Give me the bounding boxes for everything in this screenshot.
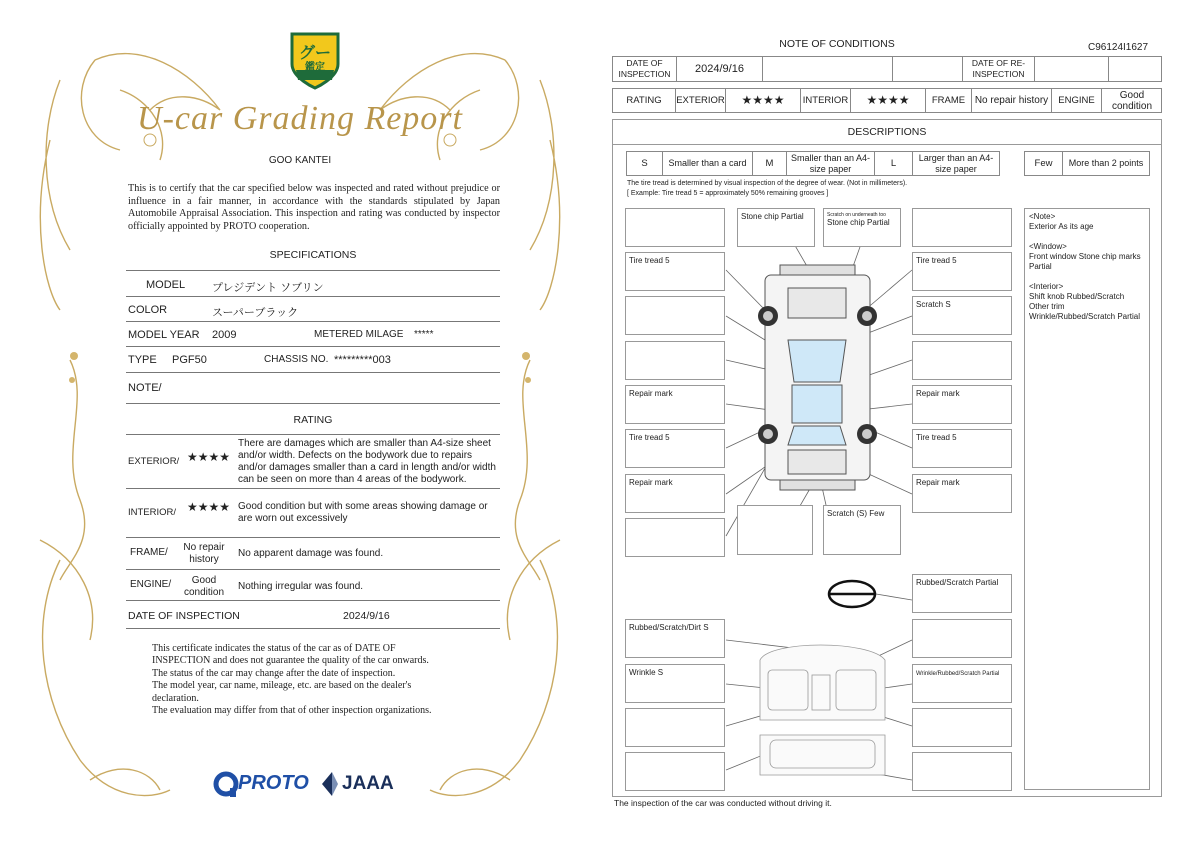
type-value: PGF50 bbox=[172, 354, 207, 366]
tire-note-2: [ Example: Tire tread 5 = approximately 50% remaining grooves ] bbox=[627, 190, 829, 197]
divider bbox=[126, 372, 500, 373]
damage-box bbox=[912, 208, 1012, 247]
model-year-value: 2009 bbox=[212, 329, 237, 341]
disclaimer-line: The status of the car may change after the date of inspection. bbox=[152, 667, 396, 679]
certification-intro: This is to certify that the car specified below was inspected and rated without prejudice or influence in a fair manner, in accordance with the standards stipulated by Japan Automobile Appraisal Association. This inspection and rating was conducted by inspector officially appointed by PROTO cooperation. bbox=[128, 183, 500, 232]
divider bbox=[126, 569, 500, 570]
damage-box bbox=[625, 208, 725, 247]
tire-note-1: The tire tread is determined by visual inspection of the degree of wear. (Not in millimeters). bbox=[627, 180, 908, 187]
legend-m-desc: Smaller than an A4-size paper bbox=[787, 152, 875, 175]
legend-s-desc: Smaller than a card bbox=[663, 152, 753, 175]
badge-sub: 鑑定 bbox=[305, 62, 325, 73]
mileage-label: METERED MILAGE bbox=[314, 329, 404, 340]
frame-description: No apparent damage was found. bbox=[238, 548, 384, 559]
specifications-heading: SPECIFICATIONS bbox=[269, 249, 357, 261]
type-label: TYPE bbox=[128, 354, 157, 366]
legend-l: L bbox=[875, 152, 913, 175]
damage-box-tire-rr bbox=[912, 429, 1012, 468]
damage-text: Rubbed/Scratch Partial bbox=[916, 578, 999, 587]
damage-text: Repair mark bbox=[916, 478, 960, 487]
report-subtitle: GOO KANTEI bbox=[268, 155, 332, 166]
interior-heading: <Interior> bbox=[1029, 282, 1064, 291]
chassis-label: CHASSIS NO. bbox=[264, 354, 329, 365]
disclaimer bbox=[152, 643, 482, 717]
damage-text: Scratch S bbox=[916, 300, 951, 309]
damage-box bbox=[625, 708, 725, 747]
doi-value: 2024/9/16 bbox=[343, 610, 390, 622]
damage-box bbox=[625, 341, 725, 380]
disclaimer-line: This certificate indicates the status of the car as of DATE OF bbox=[152, 643, 396, 654]
doi-label: DATE OF INSPECTION bbox=[613, 57, 677, 81]
damage-text: Wrinkle S bbox=[629, 668, 664, 677]
damage-box-scratch-s bbox=[912, 296, 1012, 335]
window-heading: <Window> bbox=[1029, 242, 1067, 251]
damage-box bbox=[912, 752, 1012, 791]
goo-kantei-badge bbox=[288, 30, 342, 90]
damage-text: Repair mark bbox=[629, 389, 673, 398]
legend-s: S bbox=[627, 152, 663, 175]
interior-value: Wrinkle/Rubbed/Scratch Partial bbox=[1029, 312, 1141, 321]
damage-text: Scratch (S) Few bbox=[827, 509, 885, 518]
proto-logo-icon bbox=[212, 770, 240, 798]
damage-text: Stone chip Partial bbox=[741, 212, 804, 221]
damage-box bbox=[625, 518, 725, 557]
model-value: プレジデント ソブリン bbox=[212, 282, 324, 294]
engine-value: Good condition bbox=[1111, 89, 1153, 112]
divider bbox=[126, 600, 500, 601]
engine-label: ENGINE bbox=[1052, 89, 1102, 112]
damage-text: Tire tread 5 bbox=[916, 256, 957, 265]
damage-box-rubbed-dirt bbox=[625, 619, 725, 658]
divider bbox=[126, 403, 500, 404]
damage-text: Tire tread 5 bbox=[629, 256, 670, 265]
color-value: スーパーブラック bbox=[212, 307, 299, 319]
damage-text: Repair mark bbox=[916, 389, 960, 398]
rating-heading: RATING bbox=[293, 414, 333, 426]
damage-box bbox=[737, 505, 813, 555]
damage-text: Rubbed/Scratch/Dirt S bbox=[629, 623, 709, 632]
doi-label: DATE OF INSPECTION bbox=[128, 610, 240, 622]
damage-box-tire-fr bbox=[912, 252, 1012, 291]
notes-panel bbox=[1024, 208, 1150, 790]
damage-box-underneath bbox=[823, 208, 901, 247]
damage-box-wrinkle-rubbed bbox=[912, 664, 1012, 703]
damage-box-repair-r1 bbox=[912, 385, 1012, 424]
exterior-description: There are damages which are smaller than A4-size sheet and/or width. Defects on the bodywork due to repairs and/or damages smaller than a card in length and/or width can be seen on more than 4 areas of the bodywork. bbox=[238, 438, 496, 485]
damage-box bbox=[912, 341, 1012, 380]
divider bbox=[126, 296, 500, 297]
legend-l-desc: Larger than an A4-size paper bbox=[918, 152, 994, 174]
legend-few: Few bbox=[1025, 152, 1063, 175]
damage-box bbox=[625, 296, 725, 335]
divider bbox=[126, 346, 500, 347]
badge-text: グー bbox=[298, 45, 331, 62]
frame-label: FRAME/ bbox=[130, 547, 168, 558]
divider bbox=[126, 628, 500, 629]
document-id: C96124I1627 bbox=[1088, 42, 1149, 53]
damage-box-stone-chip bbox=[737, 208, 815, 247]
divider bbox=[126, 270, 500, 271]
jaaa-logo-text: JAAA bbox=[342, 773, 394, 794]
frame-label: FRAME bbox=[926, 89, 972, 112]
legend-few-desc: More than 2 points bbox=[1068, 158, 1144, 168]
disclaimer-line: declaration. bbox=[152, 692, 199, 704]
damage-text: Stone chip Partial bbox=[827, 218, 890, 227]
exterior-stars: ★★★★ bbox=[187, 450, 231, 464]
proto-logo-text: PROTO bbox=[238, 772, 309, 794]
damage-text: Wrinkle/Rubbed/Scratch Partial bbox=[916, 671, 1000, 677]
damage-text: Tire tread 5 bbox=[916, 433, 957, 442]
damage-box-repair-r2 bbox=[912, 474, 1012, 513]
disclaimer-line: INSPECTION and does not guarantee the quality of the car onwards. bbox=[152, 655, 429, 667]
note-value: Exterior As its age bbox=[1029, 222, 1094, 231]
report-title: U-car Grading Report bbox=[137, 100, 463, 137]
model-label: MODEL bbox=[146, 279, 186, 291]
engine-label: ENGINE/ bbox=[130, 579, 172, 590]
chassis-value: *********003 bbox=[334, 354, 391, 366]
interior-label: INTERIOR/ bbox=[128, 507, 177, 518]
damage-box-wrinkle-s bbox=[625, 664, 725, 703]
damage-subtext: Scratch on underneath too bbox=[827, 212, 886, 218]
color-label: COLOR bbox=[128, 304, 168, 316]
mileage-value: ***** bbox=[414, 329, 434, 340]
damage-box bbox=[625, 752, 725, 791]
note-of-conditions bbox=[600, 0, 1200, 848]
damage-box bbox=[912, 619, 1012, 658]
engine-description: Nothing irregular was found. bbox=[238, 581, 364, 592]
damage-box-repair-l1 bbox=[625, 385, 725, 424]
damage-box bbox=[912, 708, 1012, 747]
interior-value: Other trim bbox=[1029, 302, 1065, 311]
divider bbox=[126, 488, 500, 489]
disclaimer-line: The evaluation may differ from that of other inspection organizations. bbox=[152, 705, 432, 717]
reinspection-label: DATE OF RE-INSPECTION bbox=[963, 57, 1035, 81]
legend-m: M bbox=[753, 152, 787, 175]
exterior-stars: ★★★★ bbox=[726, 89, 801, 112]
frame-value: No repair history bbox=[972, 89, 1052, 112]
interior-description: Good condition but with some areas showing damage or are worn out excessively bbox=[238, 501, 488, 524]
note-heading: <Note> bbox=[1029, 212, 1056, 221]
divider bbox=[126, 537, 500, 538]
note-label: NOTE/ bbox=[128, 382, 162, 394]
disclaimer-line: The model year, car name, mileage, etc. are based on the dealer's bbox=[152, 680, 412, 692]
damage-box-repair-l2 bbox=[625, 474, 725, 513]
damage-box-scratch-few bbox=[823, 505, 901, 555]
interior-stars: ★★★★ bbox=[851, 89, 926, 112]
jaaa-logo-icon bbox=[320, 770, 340, 798]
inspection-footer: The inspection of the car was conducted without driving it. bbox=[614, 798, 832, 808]
damage-box-rubbed-partial bbox=[912, 574, 1012, 613]
rating-label: RATING bbox=[613, 89, 676, 112]
engine-value: Good condition bbox=[183, 575, 225, 598]
damage-text: Repair mark bbox=[629, 478, 673, 487]
exterior-label: EXTERIOR/ bbox=[128, 456, 180, 467]
exterior-label: EXTERIOR bbox=[676, 89, 726, 112]
divider bbox=[126, 434, 500, 435]
interior-label: INTERIOR bbox=[801, 89, 851, 112]
model-year-label: MODEL YEAR bbox=[128, 329, 200, 341]
frame-value: No repair history bbox=[183, 542, 225, 565]
doi-value: 2024/9/16 bbox=[677, 57, 763, 81]
divider bbox=[126, 321, 500, 322]
conditions-title: NOTE OF CONDITIONS bbox=[779, 38, 895, 50]
descriptions-heading: DESCRIPTIONS bbox=[847, 126, 927, 138]
damage-box-tire-fl bbox=[625, 252, 725, 291]
interior-value: Shift knob Rubbed/Scratch bbox=[1029, 292, 1125, 301]
damage-box-tire-rl bbox=[625, 429, 725, 468]
damage-text: Tire tread 5 bbox=[629, 433, 670, 442]
interior-stars: ★★★★ bbox=[187, 500, 231, 514]
window-value: Front window Stone chip marks Partial bbox=[1029, 252, 1141, 271]
